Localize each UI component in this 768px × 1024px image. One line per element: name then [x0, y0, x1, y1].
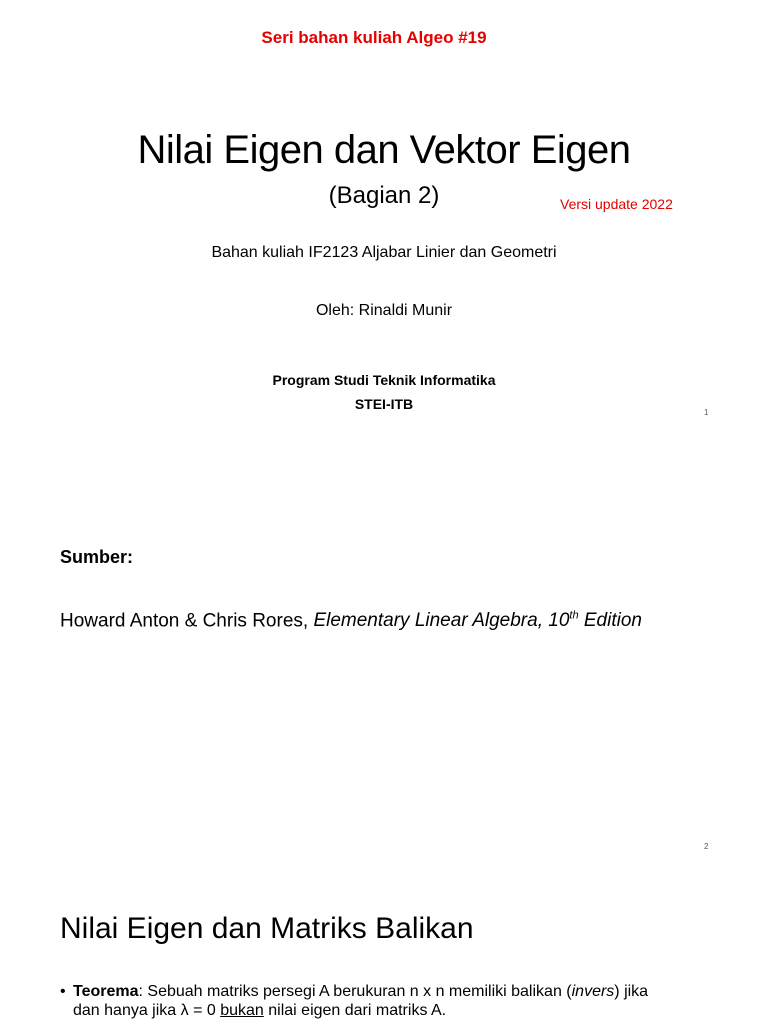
slide-source: [0, 430, 768, 858]
bullet-dot: •: [60, 983, 66, 1000]
source-heading: Sumber:: [60, 547, 134, 567]
series-label: Seri bahan kuliah Algeo #19: [261, 28, 487, 47]
theorem-bullet: [60, 982, 740, 1020]
reference-book-title: Elementary Linear Algebra, 10: [313, 610, 570, 632]
theorem-text-4: nilai eigen dari matriks A.: [263, 1002, 447, 1019]
theorem-text-3: dan hanya jika λ = 0: [73, 1002, 221, 1019]
slide-title: [0, 0, 768, 430]
bullet-line-2: [60, 1001, 740, 1020]
version-label: Versi update 2022: [560, 196, 673, 212]
page-title: Nilai Eigen dan Vektor Eigen: [137, 128, 631, 172]
institution-label: STEI-ITB: [354, 396, 414, 412]
subtitle: (Bagian 2): [328, 182, 440, 209]
reference-text: [60, 610, 642, 632]
page-number: 1: [704, 408, 709, 417]
bullet-line-1: [60, 982, 740, 1001]
theorem-bukan: bukan: [220, 1002, 264, 1019]
reference-sup: th: [569, 610, 579, 622]
course-label: Bahan kuliah IF2123 Aljabar Linier dan Geometri: [211, 244, 557, 261]
theorem-text-1: : Sebuah matriks persegi A berukuran n x n memiliki balikan (: [138, 983, 572, 1000]
page-number: 2: [704, 842, 709, 851]
reference-edition: Edition: [578, 610, 642, 632]
program-label: Program Studi Teknik Informatika: [272, 372, 496, 388]
section-title: Nilai Eigen dan Matriks Balikan: [60, 912, 474, 945]
theorem-text-2: ) jika: [614, 983, 649, 1000]
reference-authors: Howard Anton & Chris Rores,: [60, 610, 314, 632]
slide-eigen-inverse: [0, 858, 768, 1024]
theorem-invers: invers: [571, 983, 615, 1000]
author-label: Oleh: Rinaldi Munir: [315, 302, 453, 319]
reference-book: [313, 610, 642, 631]
theorem-term: Teorema: [73, 983, 139, 1000]
